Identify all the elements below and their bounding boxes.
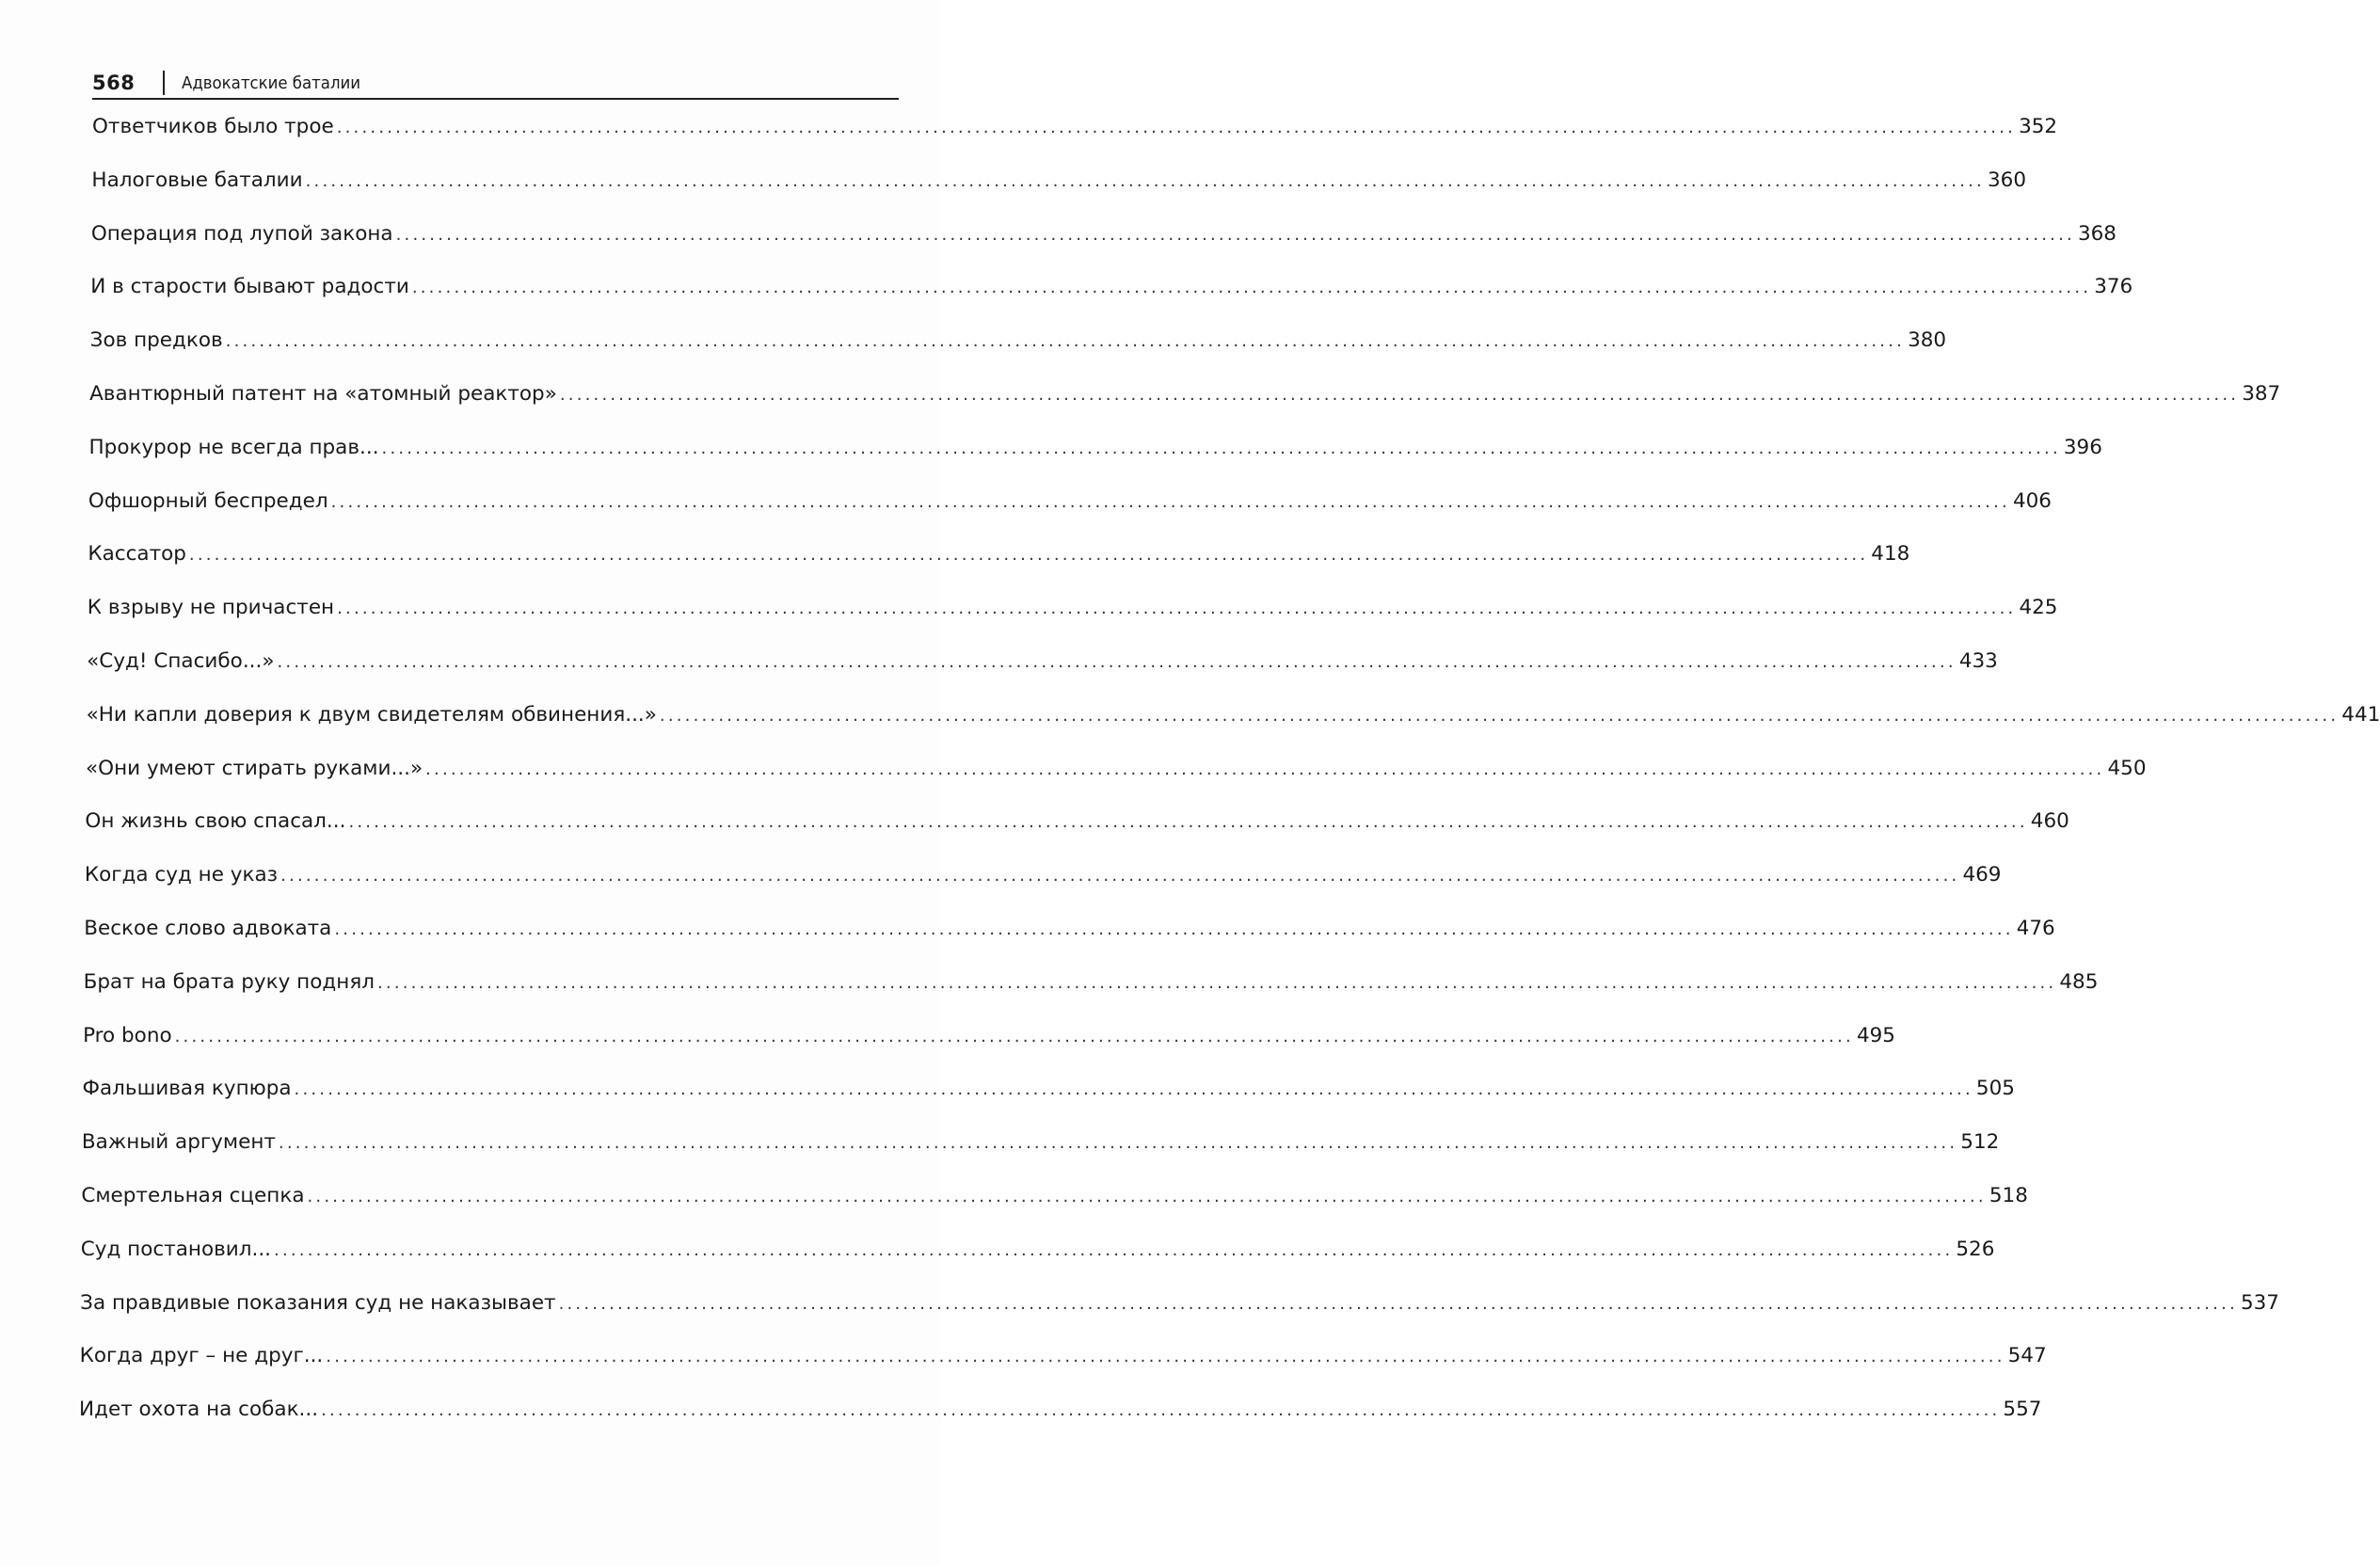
toc-entry-title: К взрыву не причастен <box>87 596 335 620</box>
toc-dot-leader: ........................................................................................................................................................................................................ <box>326 1347 2005 1367</box>
toc-entry-title: Налоговые баталии <box>91 168 303 192</box>
toc-entry-title: Идет охота на собак... <box>79 1398 319 1422</box>
toc-entry <box>83 1020 1895 1052</box>
toc-entry-page: 495 <box>1856 1023 1895 1047</box>
toc-entry-page: 526 <box>1956 1237 1995 1261</box>
toc-dot-leader: ........................................................................................................................................................................................................ <box>425 759 2105 779</box>
toc-entry-page: 469 <box>1962 863 2002 887</box>
toc-entry-page: 406 <box>2012 488 2052 513</box>
toc-entry-page: 380 <box>1908 328 1947 353</box>
toc-entry-page: 368 <box>2077 221 2116 246</box>
toc-dot-leader: ........................................................................................................................................................................................................ <box>278 1133 1958 1154</box>
toc-entry-page: 485 <box>2059 969 2099 994</box>
toc-entry <box>87 646 1998 678</box>
toc-entry-page: 376 <box>2094 275 2133 299</box>
toc-entry <box>88 486 2052 518</box>
toc-entry-title: «Ни капли доверия к двум свидетелям обвинения...» <box>86 702 657 727</box>
toc-entry-page: 476 <box>2016 917 2055 940</box>
toc-entry <box>79 1340 2047 1372</box>
toc-entry-page: 352 <box>2019 115 2058 138</box>
toc-entry <box>89 378 2281 410</box>
toc-entry <box>84 859 2002 891</box>
toc-dot-leader: ........................................................................................................................................................................................................ <box>305 170 1985 191</box>
toc-entry-page: 537 <box>2240 1290 2279 1315</box>
toc-entry <box>79 1394 2042 1426</box>
toc-entry-page: 360 <box>1987 168 2027 192</box>
toc-entry-title: «Они умеют стирать руками...» <box>86 756 423 780</box>
toc-entry-page: 396 <box>2063 435 2102 459</box>
toc-entry-title: Суд постановил... <box>80 1237 272 1261</box>
toc-dot-leader: ........................................................................................................................................................................................................ <box>225 331 1906 352</box>
toc-dot-leader: ........................................................................................................................................................................................................ <box>274 1239 1954 1260</box>
toc-entry <box>90 218 2116 250</box>
toc-entry-title: Ответчиков было трое <box>92 115 334 138</box>
toc-dot-leader: ........................................................................................................................................................................................................ <box>348 812 2028 833</box>
toc-entry-title: Важный аргумент <box>81 1130 276 1155</box>
toc-entry-page: 418 <box>1871 542 1910 567</box>
toc-entry-title: Фальшивая купюра <box>82 1077 292 1101</box>
toc-entry-page: 547 <box>2007 1344 2047 1368</box>
toc-entry-page: 441 <box>2341 702 2380 727</box>
toc-entry-title: Операция под лупой закона <box>90 221 393 246</box>
toc-dot-leader: ........................................................................................................................................................................................................ <box>381 438 2061 458</box>
toc-entry-title: Он жизнь свою спасал... <box>85 809 346 834</box>
toc-entry <box>80 1287 2279 1319</box>
toc-entry-page: 518 <box>1989 1184 2028 1207</box>
toc-entry <box>88 432 2102 464</box>
toc-entry-title: Pro bono <box>83 1023 172 1047</box>
toc-dot-leader: ........................................................................................................................................................................................................ <box>330 491 2010 512</box>
toc-entry <box>84 913 2055 945</box>
toc-entry-title: «Суд! Спасибо...» <box>87 649 275 673</box>
toc-dot-leader: ........................................................................................................................................................................................................ <box>334 919 2014 939</box>
toc-entry <box>86 753 2147 785</box>
toc-entry-title: Когда друг – не друг... <box>79 1344 324 1368</box>
toc-dot-leader: ........................................................................................................................................................................................................ <box>337 599 2017 619</box>
toc-dot-leader: ........................................................................................................................................................................................................ <box>336 118 2017 137</box>
toc-entry-page: 460 <box>2030 809 2069 834</box>
running-title: Адвокатские баталии <box>182 72 361 93</box>
toc-entry <box>92 111 2058 143</box>
toc-entry-title: Прокурор не всегда прав... <box>88 435 379 459</box>
toc-entry-title: Веское слово адвоката <box>84 917 332 940</box>
page-number: 568 <box>92 72 136 94</box>
toc-dot-leader: ........................................................................................................................................................................................................ <box>321 1400 2001 1421</box>
toc-dot-leader: ........................................................................................................................................................................................................ <box>174 1026 1854 1047</box>
toc-dot-leader: ........................................................................................................................................................................................................ <box>188 545 1869 566</box>
toc-entry-page: 450 <box>2107 756 2147 780</box>
toc-entry <box>81 1127 2000 1159</box>
toc-entry <box>83 967 2099 999</box>
toc-entry-page: 433 <box>1958 649 1998 673</box>
toc-entry-page: 505 <box>1975 1077 2015 1101</box>
toc-entry <box>87 592 2058 624</box>
toc-entry-page: 387 <box>2242 382 2281 406</box>
toc-entry-page: 425 <box>2019 596 2058 620</box>
toc-entry-title: Кассатор <box>88 542 186 567</box>
toc-dot-leader: ........................................................................................................................................................................................................ <box>411 278 2092 298</box>
toc-dot-leader: ........................................................................................................................................................................................................ <box>558 1293 2238 1314</box>
toc-entry <box>90 271 2133 303</box>
toc-entry-title: Офшорный беспредел <box>88 488 328 513</box>
toc-entry-title: И в старости бывают радости <box>90 275 409 299</box>
toc-dot-leader: ........................................................................................................................................................................................................ <box>277 652 1957 672</box>
toc-dot-leader: ........................................................................................................................................................................................................ <box>395 224 2075 245</box>
toc-entry-title: Когда суд не указ <box>84 863 279 887</box>
toc-entry-title: Смертельная сцепка <box>81 1184 305 1207</box>
toc-entry <box>85 806 2069 838</box>
toc-dot-leader: ........................................................................................................................................................................................................ <box>307 1187 1987 1206</box>
toc-entry <box>82 1073 2015 1105</box>
toc-entry <box>81 1180 2028 1212</box>
toc-dot-leader: ........................................................................................................................................................................................................ <box>280 866 1960 887</box>
toc-entry-title: За правдивые показания суд не наказывает <box>80 1290 556 1315</box>
toc-dot-leader: ........................................................................................................................................................................................................ <box>559 385 2240 405</box>
toc-entry-title: Зов предков <box>89 328 223 353</box>
toc-entry-page: 557 <box>2003 1398 2042 1422</box>
toc-dot-leader: ........................................................................................................................................................................................................ <box>659 705 2340 726</box>
toc-entry-title: Брат на брата руку поднял <box>83 969 375 994</box>
toc-entry-page: 512 <box>1960 1130 2000 1155</box>
toc-entry <box>88 538 1910 570</box>
toc-entry <box>91 165 2027 197</box>
toc-dot-leader: ........................................................................................................................................................................................................ <box>377 972 2057 993</box>
toc-entry <box>86 699 2380 731</box>
toc-entry <box>80 1234 1995 1266</box>
toc-entry <box>89 325 1947 357</box>
toc-dot-leader: ........................................................................................................................................................................................................ <box>294 1079 1973 1100</box>
toc-entry-title: Авантюрный патент на «атомный реактор» <box>89 382 557 406</box>
